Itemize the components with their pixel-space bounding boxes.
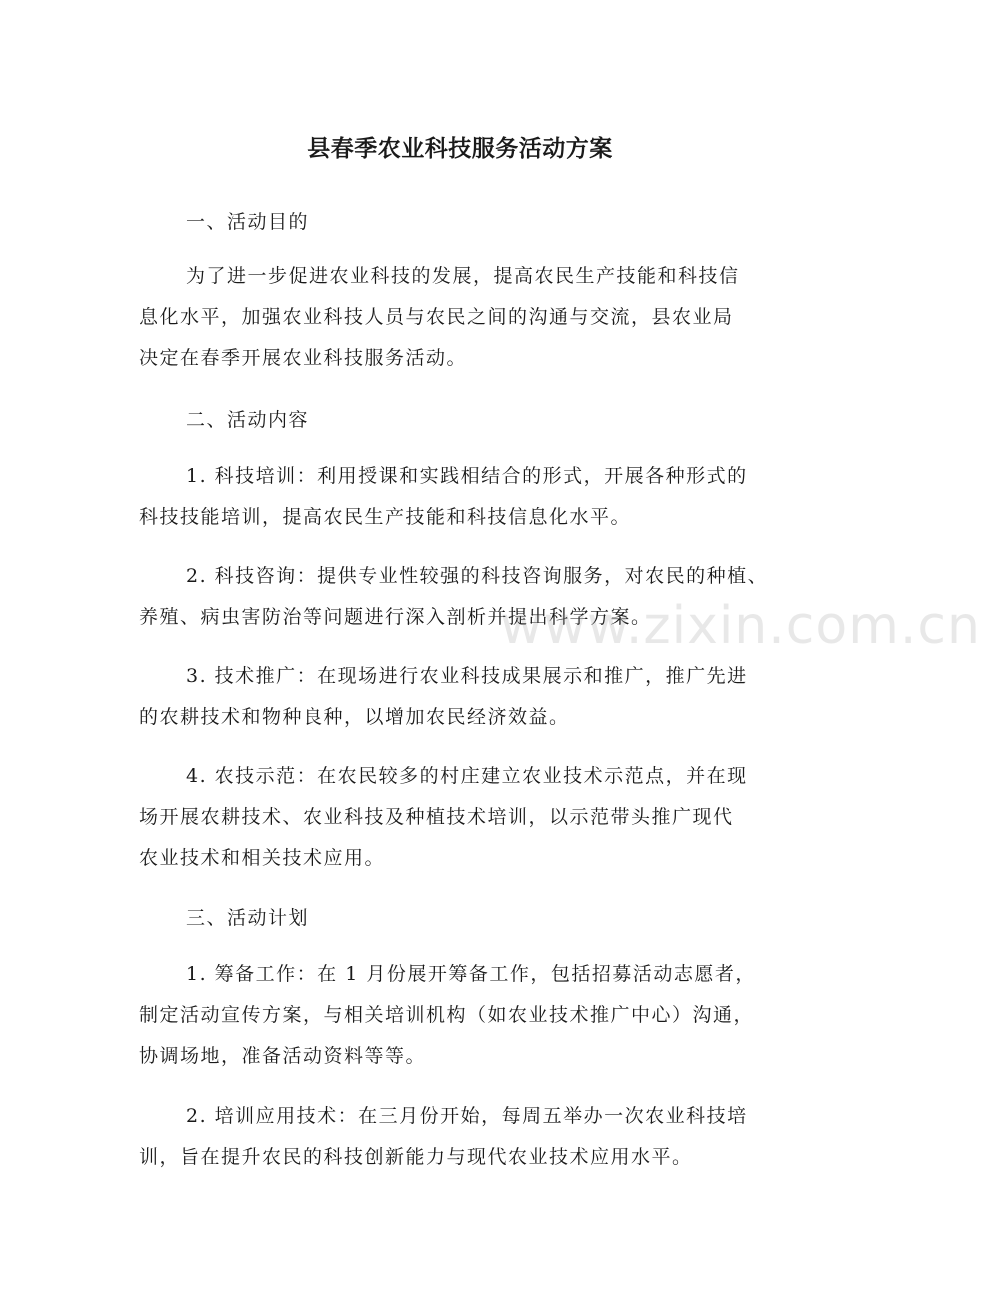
paragraph-line: 制定活动宣传方案，与相关培训机构（如农业技术推广中心）沟通，: [139, 1004, 755, 1026]
paragraph-line: 训，旨在提升农民的科技创新能力与现代农业技术应用水平。: [139, 1146, 693, 1168]
paragraph-line: 2. 科技咨询：提供专业性较强的科技咨询服务，对农民的种植、: [186, 565, 769, 587]
paragraph-line: 养殖、病虫害防治等问题进行深入剖析并提出科学方案。: [139, 606, 652, 628]
paragraph-line: 1. 筹备工作：在 1 月份展开筹备工作，包括招募活动志愿者，: [186, 963, 756, 985]
paragraph-line: 息化水平，加强农业科技人员与农民之间的沟通与交流，县农业局: [139, 306, 734, 328]
section-heading-content: 二、活动内容: [186, 409, 310, 431]
paragraph-line: 协调场地，准备活动资料等等。: [139, 1045, 427, 1067]
paragraph-line: 3. 技术推广：在现场进行农业科技成果展示和推广，推广先进: [186, 665, 748, 687]
section-heading-purpose: 一、活动目的: [186, 211, 310, 233]
paragraph-content-2: [139, 556, 799, 638]
paragraph-plan-2: [139, 1096, 799, 1178]
paragraph-line: 为了进一步促进农业科技的发展，提高农民生产技能和科技信: [186, 265, 740, 287]
watermark: www.zixin.com.cn: [500, 596, 981, 656]
paragraph-plan-1: [139, 954, 799, 1077]
paragraph-content-4: [139, 756, 799, 879]
paragraph-purpose: [139, 256, 799, 379]
section-heading-plan: 三、活动计划: [186, 907, 310, 929]
paragraph-line: 1. 科技培训：利用授课和实践相结合的形式，开展各种形式的: [186, 465, 748, 487]
paragraph-line: 农业技术和相关技术应用。: [139, 847, 386, 869]
paragraph-line: 科技技能培训，提高农民生产技能和科技信息化水平。: [139, 506, 632, 528]
paragraph-content-1: [139, 456, 799, 538]
paragraph-line: 场开展农耕技术、农业科技及种植技术培训，以示范带头推广现代: [139, 806, 734, 828]
paragraph-line: 决定在春季开展农业科技服务活动。: [139, 347, 468, 369]
paragraph-line: 4. 农技示范：在农民较多的村庄建立农业技术示范点，并在现: [186, 765, 748, 787]
paragraph-line: 2. 培训应用技术：在三月份开始，每周五举办一次农业科技培: [186, 1105, 748, 1127]
document-title: 县春季农业科技服务活动方案: [307, 136, 613, 162]
paragraph-line: 的农耕技术和物种良种，以增加农民经济效益。: [139, 706, 570, 728]
paragraph-content-3: [139, 656, 799, 738]
